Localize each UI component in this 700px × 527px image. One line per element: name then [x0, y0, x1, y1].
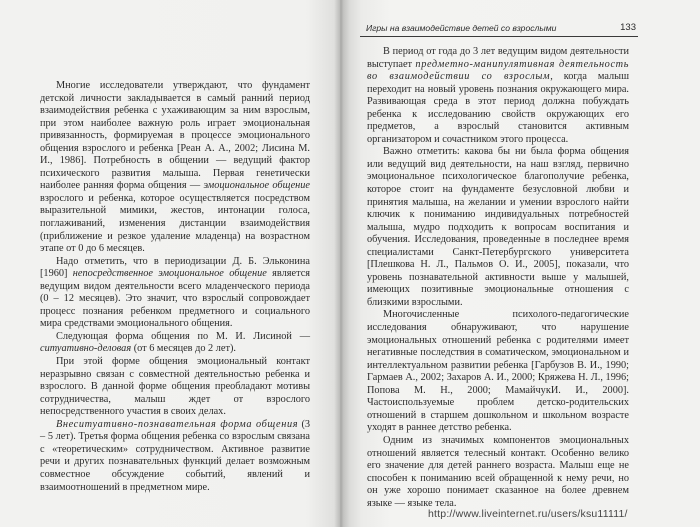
paragraph: Внеситуативно-познавательная форма общения (3 – 5 лет). Третья форма общения ребенка со взрослым связана с «теоретическим» сотрудничеством. Активное развитие речи и других познавательных функций делает возможным совместное обсуждение событий, явлений и взаимоотношений в предметном мире.	[40, 418, 311, 493]
paragraph: При этой форме общения эмоциональный контакт неразрывно связан с совместной деятельностью ребенка и взрослого. В данной форме общения преобладают мотивы сотрудничества, малыш ждет от взрослого непосредственного участия в своих делах.	[40, 356, 310, 418]
paragraph: Многочисленные психолого-педагогические исследования обнаруживают, что нарушение эмоциональных отношений ребенка с родителями имеет негативные последствия в соматическом, эмоциональном и интеллектуальном развитии ребенка [Гарбузов В. И., 1990; Гармаев А., 2002; Захаров А. И., 2000; Кряжева Н. Л., 1996; Попова М. Н., 2000; МамайчукИ. И., 2000]. Частоиспользуемые проблем детско-родительских отношений в старшем дошкольном и школьном возрасте уходят в раннее детство ребенка.	[367, 309, 629, 434]
paragraph: Одним из значимых компонентов эмоциональных отношений является телесный контакт. Особенно велико его значение для детей раннего возраста. Малыш еще не способен к пониманию всей обращенной к нему речи, но он уже хорошо понимает сказанное на более древнем языке — языке тела.	[367, 434, 629, 509]
watermark-url: http://www.liveinternet.ru/users/ksu11111/	[428, 508, 628, 520]
emphasis: непосредственное эмоциональное общение	[72, 268, 267, 280]
book-gutter	[334, 0, 350, 527]
left-page-text	[40, 80, 310, 494]
paragraph: Следующая форма общения по М. И. Лисиной — ситуативно-деловая (от 6 месяцев до 2 лет).	[40, 330, 310, 355]
running-header-title: Игры на взаимодействие детей со взрослыми	[366, 23, 557, 33]
emphasis: ситуативно-деловая	[40, 343, 132, 355]
paragraph: Многие исследователи утверждают, что фундамент детской личности закладывается в самый ранний период взаимодействия ребенка с ухаживающим за ним взрослым, при этом наиболее важную роль играет эмоциональная привязанность, формируемая в процессе эмоционального общения взрослого и ребенка [Реан А. А., 2002; Лисина М. И., 1986]. Потребность в общении — ведущий фактор психического развития малыша. Первая генетически наиболее ранняя форма общения — эмоциональное общение взрослого и ребенка, которое осуществляется посредством выразительной мимики, жестов, интонации голоса, поглаживаний, изменения дистанции взаимодействия (приближение и резкое удаление младенца) на возрастном этапе от 0 до 6 месяцев.	[40, 80, 311, 255]
running-header	[360, 22, 638, 37]
paragraph: В период от года до 3 лет ведущим видом деятельности выступает предметно-манипулятивная деятельность во взаимодействии со взрослым, когда малыш переходит на новый уровень познания окружающего мира. Развивающая среда в этот период должна побуждать ребенка к исследованию свойств окружающих его предметов, а взрослый становится активным организатором и сочастником этого процесса.	[367, 46, 629, 145]
emphasis: предметно-манипулятивная деятельность во взаимодействии со взрослым	[367, 58, 629, 83]
emphasis: эмоциональное общение	[203, 180, 311, 192]
paragraph: Надо отметить, что в периодизации Д. Б. Эльконина [1960] непосредственное эмоциональное общение является ведущим видом деятельности всего младенческого периода (0 – 12 месяцев). Это значит, что взрослый сопровождает процесс познания ребенком предметного и социального мира средствами эмоционального общения.	[40, 255, 310, 330]
paragraph: Важно отметить: какова бы ни была форма общения или ведущий вид деятельности, на наш взгляд, первично эмоциональное психологическое благополучие ребенка, которое стоит на фундаменте безусловной любви и принятия малыша, на желании и умении взрослого найти ключик к пониманию индивидуальных потребностей малыша, мудро подходить к вопросам воспитания и обучения. Исследования, проведенные в последнее время специалистами Санкт-Петербургского университета [Плешкова Н. Л., Пальмов О. И., 2005], показали, что уровень познавательной активности выше у малышей, имеющих позитивные эмоциональные отношения с близкими взрослыми.	[367, 146, 629, 308]
emphasis: Внеситуативно-познавательная форма общения	[56, 418, 299, 430]
right-page-text	[367, 46, 629, 510]
page-number: 133	[620, 22, 636, 33]
